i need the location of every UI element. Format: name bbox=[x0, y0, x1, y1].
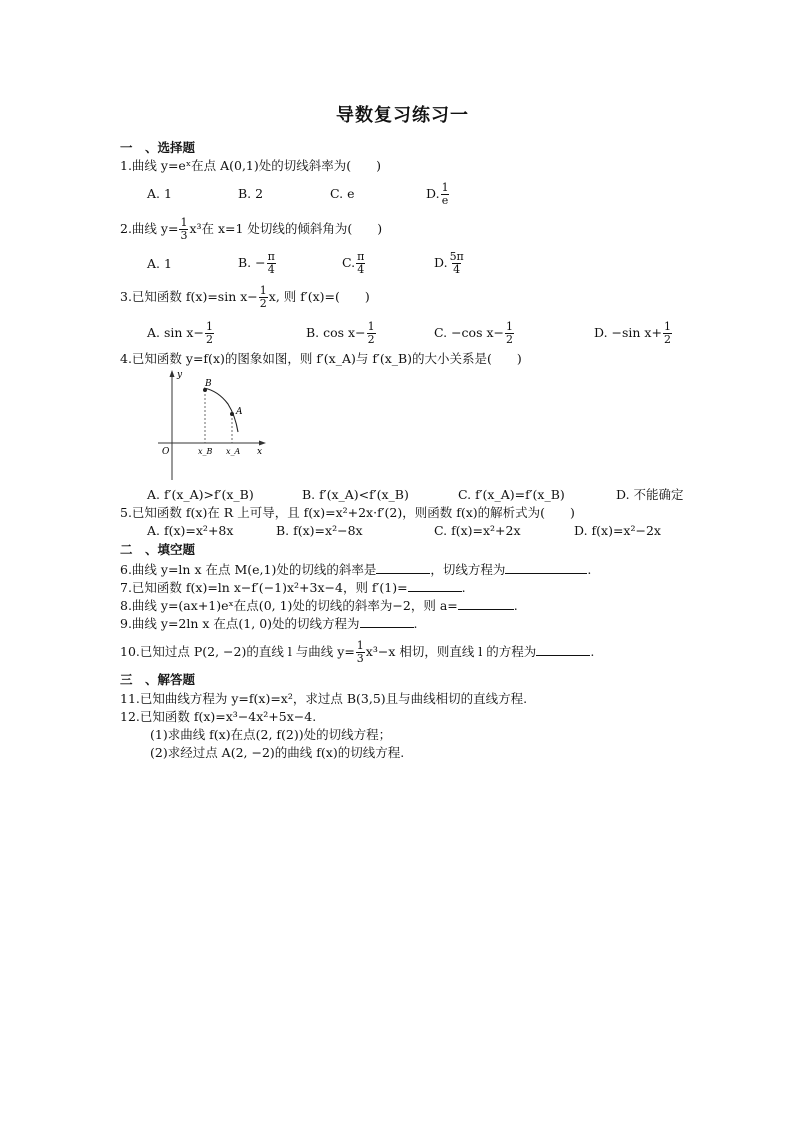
question-12-stem: 12.已知函数 f(x)=x³−4x²+5x−4. bbox=[120, 709, 317, 724]
question-8: 8.曲线 y=(ax+1)eˣ在点(0, 1)处的切线的斜率为−2，则 a= . bbox=[120, 598, 518, 613]
q5-option-b: B. f(x)=x²−8x bbox=[276, 523, 363, 538]
answer-blank[interactable] bbox=[376, 562, 430, 574]
x-axis-label: x bbox=[257, 447, 263, 457]
y-axis-arrow-icon bbox=[170, 370, 175, 377]
question-1-stem: 1.曲线 y=eˣ在点 A(0,1)处的切线斜率为( ) bbox=[120, 158, 382, 173]
q3-option-b: B. cos x− $\frac{1}{2}$ bbox=[306, 320, 375, 346]
xa-label: x_A bbox=[226, 447, 241, 456]
answer-blank[interactable] bbox=[408, 580, 462, 592]
q5-option-c: C. f(x)=x²+2x bbox=[434, 523, 521, 538]
answer-blank[interactable] bbox=[536, 644, 590, 656]
question-3-stem: 3.已知函数 f(x)=sin x− $\frac{1}{2}$ x, 则 f′(x)=( ) bbox=[120, 284, 370, 310]
function-curve bbox=[204, 388, 238, 432]
section-heading-choice: 一 、选择题 bbox=[120, 140, 196, 155]
q1-option-d: D. $\frac{1}{e}$ bbox=[426, 181, 449, 207]
x-axis-arrow-icon bbox=[259, 441, 266, 446]
point-a-label: A bbox=[236, 407, 243, 417]
q1-option-a: A. 1 bbox=[147, 186, 172, 201]
y-axis-label: y bbox=[177, 370, 183, 380]
page-title: 导数复习练习一 bbox=[336, 105, 469, 126]
question-5-stem: 5.已知函数 f(x)在 R 上可导，且 f(x)=x²+2x·f′(2)，则函数 f(x)的解析式为( ) bbox=[120, 505, 575, 520]
question-2-stem: 2.曲线 y= $\frac{1}{3}$ x³在 x=1 处切线的倾斜角为( ) bbox=[120, 216, 383, 242]
q4-option-a: A. f′(x_A)>f′(x_B) bbox=[147, 487, 254, 502]
point-a bbox=[230, 412, 234, 416]
q5-option-a: A. f(x)=x²+8x bbox=[147, 523, 234, 538]
q3-option-c: C. −cos x− $\frac{1}{2}$ bbox=[434, 320, 513, 346]
answer-blank[interactable] bbox=[360, 616, 414, 628]
question-4-stem: 4.已知函数 y=f(x)的图象如图，则 f′(x_A)与 f′(x_B)的大小关系是( ) bbox=[120, 351, 522, 366]
question-12-part-2: (2)求经过点 A(2, −2)的曲线 f(x)的切线方程. bbox=[150, 745, 405, 760]
question-9: 9.曲线 y=2ln x 在点(1, 0)处的切线方程为 . bbox=[120, 616, 418, 631]
point-b-label: B bbox=[205, 379, 212, 389]
answer-blank[interactable] bbox=[505, 562, 587, 574]
question-11: 11.已知曲线方程为 y=f(x)=x²，求过点 B(3,5)且与曲线相切的直线方程. bbox=[120, 691, 528, 706]
q1-option-c: C. e bbox=[330, 186, 355, 201]
q1-option-b: B. 2 bbox=[238, 186, 264, 201]
question-6: 6.曲线 y=ln x 在点 M(e,1)处的切线的斜率是 ，切线方程为 . bbox=[120, 562, 592, 577]
xb-label: x_B bbox=[198, 447, 213, 456]
answer-blank[interactable] bbox=[458, 598, 514, 610]
function-graph-figure bbox=[152, 368, 274, 483]
q4-option-d: D. 不能确定 bbox=[616, 487, 684, 502]
question-12-part-1: (1)求曲线 f(x)在点(2, f(2))处的切线方程； bbox=[150, 727, 392, 742]
q3-option-d: D. −sin x+ $\frac{1}{2}$ bbox=[594, 320, 671, 346]
q2-option-c: C. $\frac{\pi}{4}$ bbox=[342, 250, 365, 276]
q5-option-d: D. f(x)=x²−2x bbox=[574, 523, 661, 538]
q2-option-a: A. 1 bbox=[147, 256, 172, 271]
q4-option-c: C. f′(x_A)=f′(x_B) bbox=[458, 487, 565, 502]
q2-option-d: D. $\frac{5\pi}{4}$ bbox=[434, 250, 464, 276]
section-heading-fill: 二 、填空题 bbox=[120, 542, 196, 557]
section-heading-solve: 三 、解答题 bbox=[120, 672, 196, 687]
question-7: 7.已知函数 f(x)=ln x−f′(−1)x²+3x−4，则 f′(1)= . bbox=[120, 580, 466, 595]
origin-label: O bbox=[162, 447, 170, 457]
q4-option-b: B. f′(x_A)<f′(x_B) bbox=[302, 487, 409, 502]
q3-option-a: A. sin x− $\frac{1}{2}$ bbox=[147, 320, 213, 346]
q2-option-b: B. − $\frac{\pi}{4}$ bbox=[238, 250, 275, 276]
question-10: 10.已知过点 P(2, −2)的直线 l 与曲线 y= $\frac{1}{3}$ x³−x 相切，则直线 l 的方程为 . bbox=[120, 639, 595, 665]
